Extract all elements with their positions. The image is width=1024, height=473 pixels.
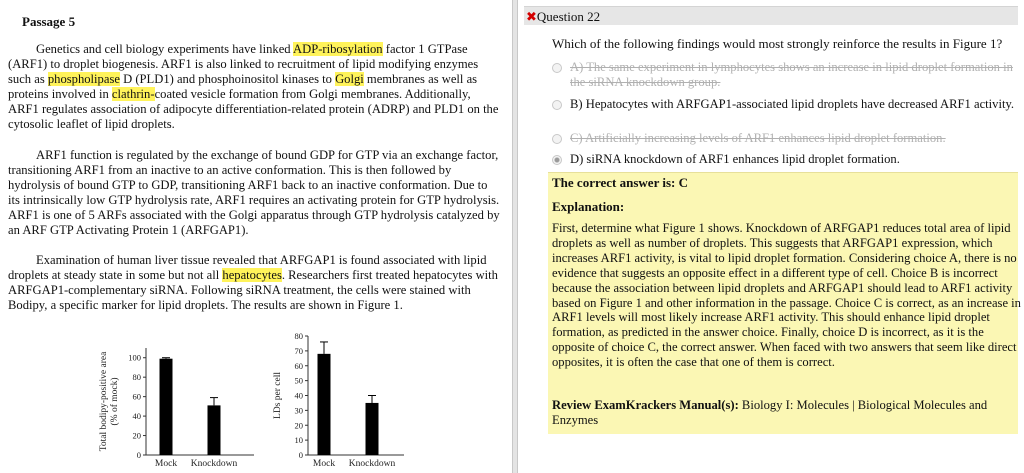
y-tick-label: 40 [132,411,141,422]
x-mark-icon: ✖ [526,10,537,25]
explanation-body: First, determine what Figure 1 shows. Knockdown of ARFGAP1 reduces total area of lipid droplets as well as number of droplets. This suggests that ARFGAP1 expression, which increases ARF1 activity, is vital to lipid droplet formation. Considering choice A, there is no evidence that suggests an opposite effect in a different type of cell. Choice B is incorrect because the association between lipid droplets and ARFGAP1 should lead to ARF1 activity based on Figure 1 and other information in the passage. Choice C is correct, as an increase in ARF1 levels will most likely increase ARF1 activity. This should enhance lipid droplet formation, as predicted in the answer choice. Finally, choice D is incorrect, as it is the opposite of choice C, the correct answer. When faced with two answers that seem like direct opposites, it is often the case that one of them is correct. [552,221,1021,370]
bar-knockdown [366,403,379,455]
review-label: Review ExamKrackers Manual(s): [552,398,739,412]
bar-chart-area [96,330,266,470]
answer-choice-d[interactable] [552,152,1022,167]
choice-b-text[interactable]: B) Hepatocytes with ARFGAP1-associated lipid droplets have decreased ARF1 activity. [570,97,1015,111]
y-tick-label: 20 [132,430,141,441]
passage-paragraph-2 [8,148,502,238]
answer-choice-b[interactable] [552,97,1022,112]
y-tick-label: 0 [298,450,303,460]
bar-mock [318,354,331,455]
highlighted-term: clathrin- [111,87,155,101]
x-tick-label-mock: Mock [312,459,336,469]
highlighted-term: phospholipase [47,72,120,86]
radio-button-a[interactable] [552,63,562,73]
passage-paragraph-1 [8,42,502,132]
highlighted-term: Golgi [335,72,364,86]
choice-a-text[interactable]: A) The same experiment in lymphocytes shows an increase in lipid droplet formation in the siRNA knockdown group. [570,60,1013,89]
passage-text: Examination of human liver tissue revealed that ARFGAP1 is found associated with lipid droplets at steady state in some but not all [8,253,487,282]
passage-text: Genetics and cell biology experiments have linked [36,42,294,56]
y-tick-label: 20 [294,420,303,431]
y-tick-label: 30 [294,405,303,416]
y-tick-label: 80 [294,331,303,341]
answer-choice-a[interactable] [552,60,1022,90]
radio-button-c[interactable] [552,134,562,144]
review-manual-line [552,398,1022,428]
passage-text: factor 1 GTPase (ARF1) to droplet biogenesis. ARF1 is also linked to recruitment of lipid modifying enzymes such as [8,42,479,86]
passage-text: membranes as well as proteins involved in [8,72,478,101]
y-tick-label: 60 [132,391,141,402]
correct-answer-line: The correct answer is: C [552,175,688,190]
question-stem: Which of the following findings would most strongly reinforce the results in Figure 1? [552,36,1003,51]
question-number: Question 22 [536,9,601,24]
passage-text: ARF1 function is regulated by the exchange of bound GDP for GTP via an exchange factor, transitioning ARF1 from an inactive to an active conformation. This is then followed by hydrolysis of bound GTP to GDP, transitioning ARF1 back to an inactive conformation. Due to its intrinsically low GTP hydrolysis rate, ARF1 requires an activating protein for GTP hydrolysis. ARF1 is one of 5 ARFs associated with the Golgi apparatus through GTP hydrolysis catalyzed by an ARF GTP Activating Protein 1 (ARFGAP1). [8,148,500,237]
y-tick-label: 70 [294,345,303,356]
question-header [524,6,1018,25]
bar-mock [160,359,173,455]
y-tick-label: 50 [294,375,303,386]
x-tick-label-mock: Mock [154,459,178,469]
y-tick-label: 100 [128,352,141,363]
radio-button-d-selected[interactable] [552,155,562,165]
passage-text: coated vesicle formation from Golgi membranes. Additionally, ARF1 regulates association of adipocyte differentiation-related protein (ADRP) and PLD1 on the cytosolic leaflet of lipid droplets. [8,87,499,131]
y-tick-label: 0 [136,450,141,460]
x-tick-label-knockdown: Knockdown [348,459,396,469]
y-tick-label: 10 [294,435,303,446]
highlighted-term: hepatocytes [222,268,282,282]
passage-text: . Researchers first treated hepatocytes with ARFGAP1-complementary siRNA. Following siRNA treatment, the cells were stained with Bodipy, a specific marker for lipid droplets. The results are shown in Figure 1. [8,268,498,312]
passage-title: Passage 5 [22,14,76,29]
passage-text: D (PLD1) and phosphoinositol kinases to [119,72,336,86]
review-topics: Biology I: Molecules | Biological Molecules and Enzymes [552,398,988,427]
y-axis-label: (% of mock) [110,377,120,426]
bar-knockdown [208,405,221,455]
radio-button-b[interactable] [552,100,562,110]
y-axis-label: Total bodipy-positive area [99,351,109,452]
y-tick-label: 80 [132,372,141,383]
figure-1-lds-per-cell-chart [268,330,418,473]
answer-choice-c[interactable] [552,131,1022,146]
y-tick-label: 40 [294,390,303,401]
y-tick-label: 60 [294,360,303,371]
choice-d-text[interactable]: D) siRNA knockdown of ARF1 enhances lipid droplet formation. [570,152,900,166]
bar-chart-lds [268,330,418,470]
explanation-panel [548,172,1021,434]
explanation-heading: Explanation: [552,199,625,214]
x-tick-label-knockdown: Knockdown [190,459,238,469]
choice-c-text[interactable]: C) Artificially increasing levels of ARF1 enhances lipid droplet formation. [570,131,946,145]
y-axis-label: LDs per cell [273,372,283,419]
figure-1-bodipy-area-chart [96,330,266,473]
passage-paragraph-3 [8,253,502,313]
highlighted-term: ADP-ribosylation [293,42,383,56]
